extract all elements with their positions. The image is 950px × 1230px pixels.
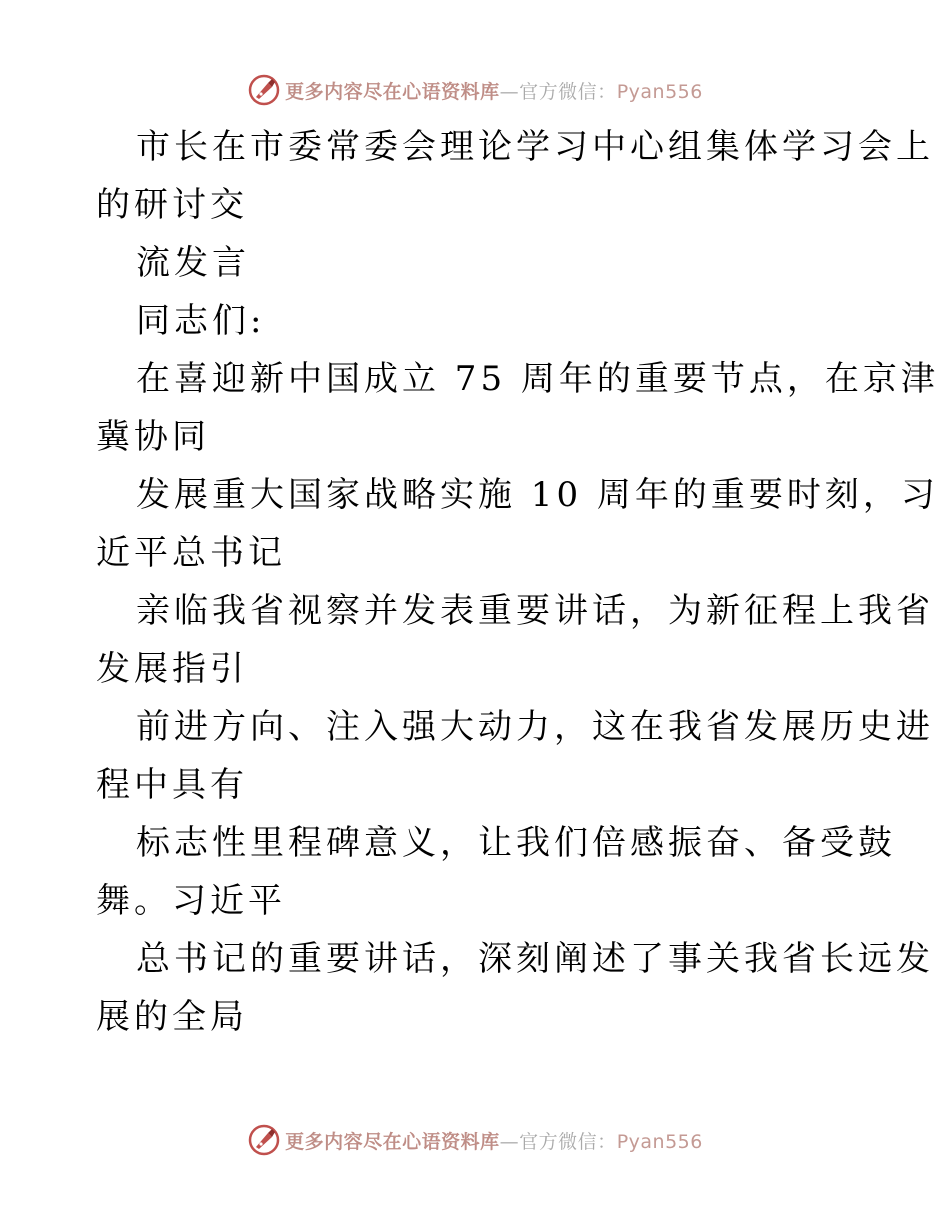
text-line: 市长在市委常委会理论学习中心组集体学习会上 [136,127,934,167]
text-line: 展的全局 [96,997,248,1037]
text-line: 冀协同 [96,417,210,457]
text-line: 前进方向、注入强大动力，这在我省发展历史进 [136,707,934,747]
text-line: 发展指引 [96,649,248,689]
pen-nib-logo-icon [247,1123,281,1157]
text-line: 近平总书记 [96,533,286,573]
pen-nib-logo-icon [247,73,281,107]
text-line: 亲临我省视察并发表重要讲话，为新征程上我省 [136,591,934,631]
watermark-wechat-label: 官方微信： [519,80,617,103]
watermark-title: 更多内容尽在心语资料库 [285,1130,500,1153]
header-watermark [0,70,950,110]
watermark-wechat-label: 官方微信： [519,1130,617,1153]
document-body [96,118,939,1046]
text-line: 标志性里程碑意义，让我们倍感振奋、备受鼓 [136,823,896,863]
text-line: 流发言 [136,243,250,283]
text-line: 的研讨交 [96,185,248,225]
text-line: 在喜迎新中国成立 75 周年的重要节点，在京津 [136,359,939,399]
watermark-separator: — [499,80,520,103]
text-line: 总书记的重要讲话，深刻阐述了事关我省长远发 [136,939,934,979]
watermark-wechat-id: Pyan556 [616,1130,703,1153]
text-line: 同志们: [136,301,266,341]
footer-watermark [0,1120,950,1160]
watermark-wechat-id: Pyan556 [616,80,703,103]
watermark-title: 更多内容尽在心语资料库 [285,80,500,103]
text-line: 舞。习近平 [96,881,286,921]
text-line: 发展重大国家战略实施 10 周年的重要时刻，习 [136,475,939,515]
watermark-separator: — [499,1130,520,1153]
text-line: 程中具有 [96,765,248,805]
watermark-text [285,1127,703,1154]
watermark-text [285,77,703,104]
